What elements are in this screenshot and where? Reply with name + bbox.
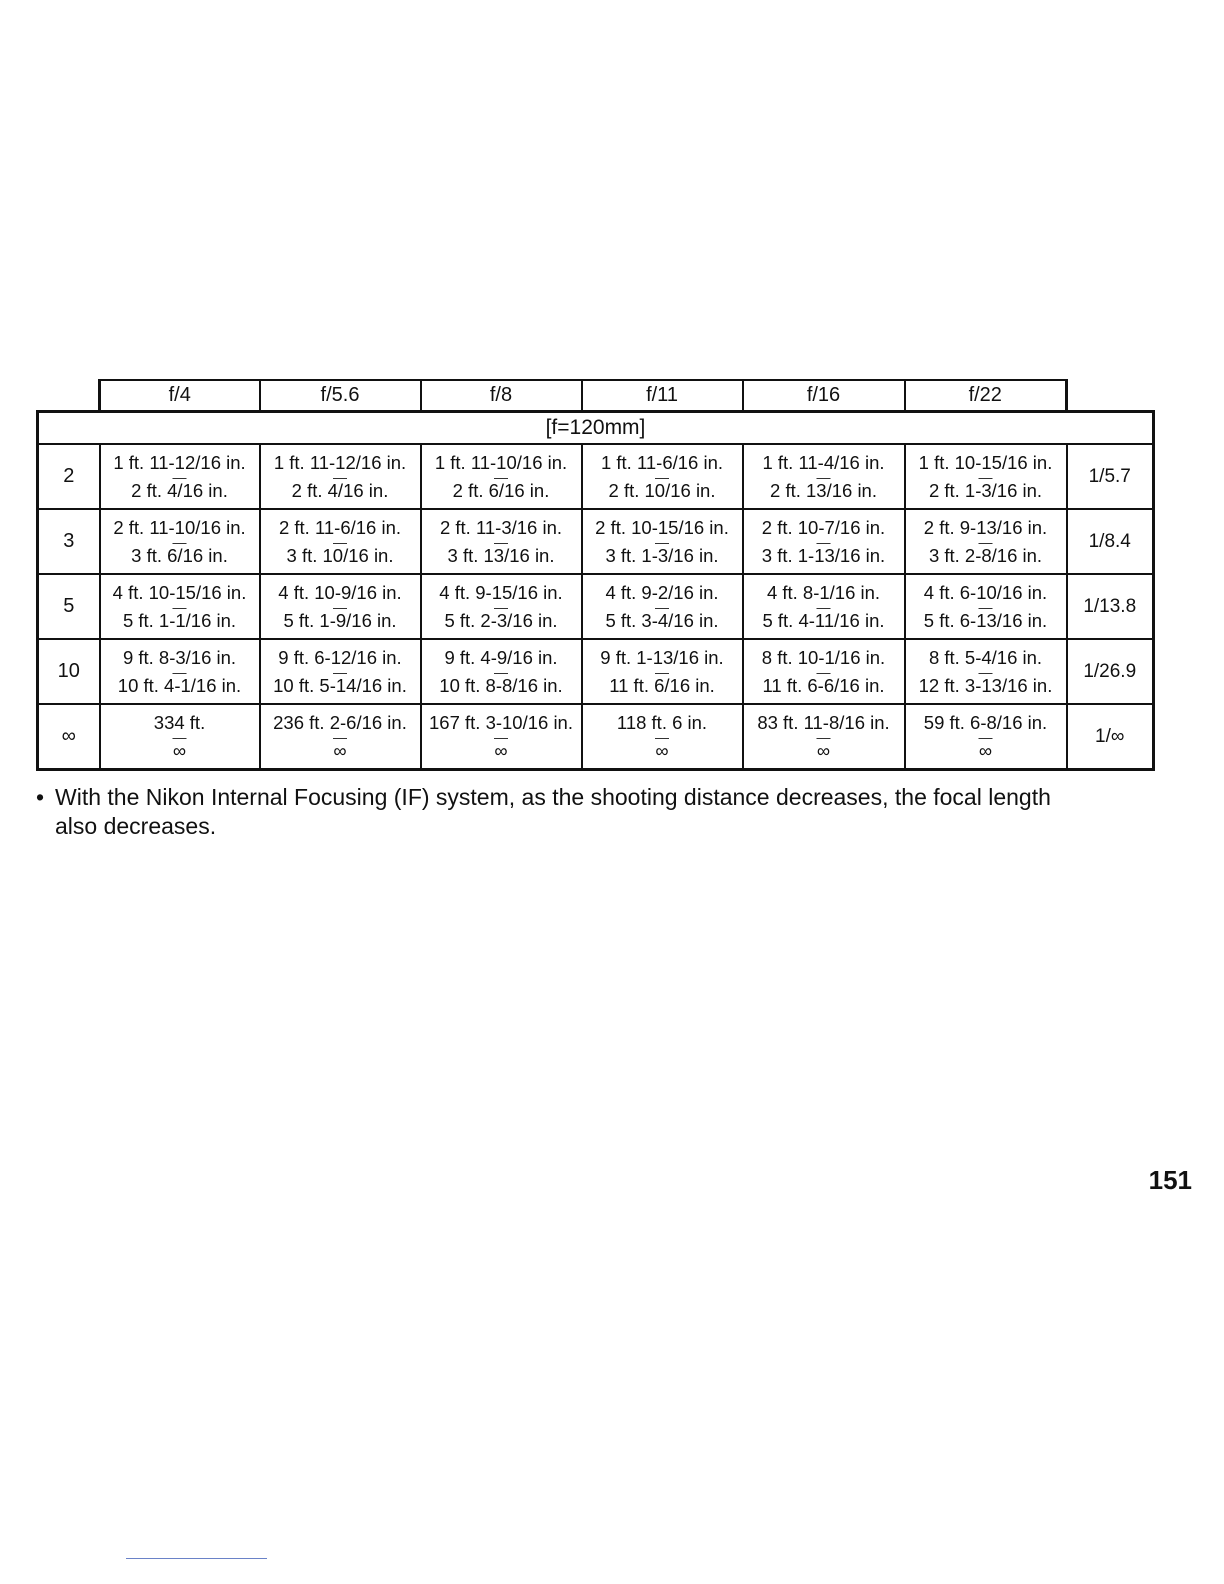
aperture-header: f/22: [905, 380, 1067, 412]
far-limit: 2 ft. 6/16 in.: [452, 479, 550, 501]
far-limit: 2 ft. 4/16 in.: [131, 479, 228, 501]
footnote: [36, 783, 1096, 841]
near-limit: 2 ft. 9-13/16 in.: [923, 516, 1048, 538]
shooting-distance: 3: [38, 509, 100, 574]
near-limit: 4 ft. 8-1/16 in.: [766, 581, 881, 603]
far-limit: 5 ft. 1-9/16 in.: [283, 609, 397, 631]
depth-of-field-range: [421, 444, 582, 509]
far-limit: ∞: [172, 739, 187, 761]
near-limit: 4 ft. 6-10/16 in.: [923, 581, 1048, 603]
far-limit: ∞: [978, 739, 993, 761]
near-limit: 9 ft. 4-9/16 in.: [444, 646, 558, 668]
depth-of-field-range: [421, 704, 582, 770]
far-limit: 3 ft. 13/16 in.: [447, 544, 555, 566]
depth-of-field-range: [582, 509, 743, 574]
near-limit: 4 ft. 10-9/16 in.: [278, 581, 402, 603]
table-row: [38, 444, 1154, 509]
aperture-header: f/4: [100, 380, 260, 412]
far-limit: 3 ft. 1-3/16 in.: [605, 544, 719, 566]
near-limit: 9 ft. 6-12/16 in.: [278, 646, 402, 668]
table-row: [38, 574, 1154, 639]
near-limit: 1 ft. 11-4/16 in.: [762, 451, 885, 473]
depth-of-field-range: [421, 574, 582, 639]
far-limit: 5 ft. 4-11/16 in.: [762, 609, 885, 631]
far-limit: 3 ft. 2-8/16 in.: [928, 544, 1043, 566]
far-limit: 5 ft. 3-4/16 in.: [605, 609, 719, 631]
far-limit: 5 ft. 1-1/16 in.: [122, 609, 237, 631]
depth-of-field-range: [100, 509, 260, 574]
near-limit: 4 ft. 9-2/16 in.: [605, 581, 719, 603]
depth-of-field-range: [100, 704, 260, 770]
near-limit: 9 ft. 1-13/16 in.: [600, 646, 724, 668]
shooting-distance: 10: [38, 639, 100, 704]
depth-of-field-range: [905, 509, 1067, 574]
depth-of-field-range: [743, 444, 905, 509]
far-limit: ∞: [494, 739, 508, 761]
far-limit: 10 ft. 5-14/16 in.: [273, 674, 407, 696]
depth-of-field-range: [582, 704, 743, 770]
shooting-distance: 2: [38, 444, 100, 509]
depth-of-field-range: [260, 444, 421, 509]
near-limit: 118 ft. 6 in.: [616, 711, 708, 733]
depth-of-field-range: [582, 639, 743, 704]
divider: [126, 1558, 267, 1559]
near-limit: 2 ft. 11-6/16 in.: [278, 516, 402, 538]
depth-of-field-range: [100, 639, 260, 704]
table-row: [38, 704, 1154, 770]
far-limit: 11 ft. 6-6/16 in.: [762, 674, 885, 696]
header-corner: [38, 380, 100, 412]
far-limit: ∞: [816, 739, 831, 761]
aperture-header: f/11: [582, 380, 743, 412]
near-limit: 2 ft. 10-15/16 in.: [595, 516, 729, 538]
near-limit: 1 ft. 10-15/16 in.: [918, 451, 1053, 473]
depth-of-field-range: [100, 574, 260, 639]
near-limit: 1 ft. 11-12/16 in.: [273, 451, 407, 473]
depth-of-field-range: [905, 639, 1067, 704]
aperture-header: f/16: [743, 380, 905, 412]
depth-of-field-range: [421, 509, 582, 574]
far-limit: 5 ft. 6-13/16 in.: [923, 609, 1048, 631]
near-limit: 1 ft. 11-10/16 in.: [434, 451, 568, 473]
near-limit: 4 ft. 10-15/16 in.: [112, 581, 247, 603]
aperture-header: f/5.6: [260, 380, 421, 412]
shooting-distance: 5: [38, 574, 100, 639]
depth-of-field-range: [421, 639, 582, 704]
aperture-header: f/8: [421, 380, 582, 412]
near-limit: 83 ft. 11-8/16 in.: [757, 711, 890, 733]
near-limit: 59 ft. 6-8/16 in.: [923, 711, 1048, 733]
near-limit: 334 ft.: [153, 711, 206, 733]
shooting-distance: ∞: [38, 704, 100, 770]
far-limit: 2 ft. 1-3/16 in.: [928, 479, 1043, 501]
near-limit: 1 ft. 11-12/16 in.: [113, 451, 246, 473]
near-limit: 8 ft. 5-4/16 in.: [928, 646, 1043, 668]
depth-of-field-range: [905, 574, 1067, 639]
reproduction-ratio: 1/13.8: [1067, 574, 1154, 639]
focal-length-label: [f=120mm]: [38, 412, 1154, 445]
reproduction-ratio: 1/8.4: [1067, 509, 1154, 574]
depth-of-field-range: [260, 639, 421, 704]
far-limit: 3 ft. 1-13/16 in.: [761, 544, 886, 566]
aperture-header-row: [38, 380, 1154, 412]
far-limit: 12 ft. 3-13/16 in.: [918, 674, 1053, 696]
depth-of-field-range: [743, 704, 905, 770]
reproduction-ratio: 1/5.7: [1067, 444, 1154, 509]
focal-length-row: [38, 412, 1154, 445]
far-limit: 5 ft. 2-3/16 in.: [444, 609, 558, 631]
footnote-text: With the Nikon Internal Focusing (IF) system, as the shooting distance decreases, the focal length also decreases.: [55, 784, 1051, 839]
far-limit: 3 ft. 10/16 in.: [286, 544, 394, 566]
far-limit: 11 ft. 6/16 in.: [609, 674, 715, 696]
far-limit: 2 ft. 4/16 in.: [291, 479, 389, 501]
depth-of-field-range: [905, 704, 1067, 770]
near-limit: 2 ft. 11-10/16 in.: [113, 516, 246, 538]
depth-of-field-range: [260, 574, 421, 639]
near-limit: 2 ft. 11-3/16 in.: [439, 516, 563, 538]
near-limit: 2 ft. 10-7/16 in.: [761, 516, 886, 538]
near-limit: 167 ft. 3-10/16 in.: [429, 711, 573, 733]
near-limit: 9 ft. 8-3/16 in.: [122, 646, 237, 668]
depth-of-field-range: [260, 704, 421, 770]
bullet-icon: •: [36, 784, 45, 810]
near-limit: 4 ft. 9-15/16 in.: [439, 581, 563, 603]
table-row: [38, 509, 1154, 574]
reproduction-ratio: 1/26.9: [1067, 639, 1154, 704]
depth-of-field-range: [100, 444, 260, 509]
far-limit: 2 ft. 13/16 in.: [770, 479, 877, 501]
depth-of-field-range: [743, 574, 905, 639]
near-limit: 1 ft. 11-6/16 in.: [600, 451, 724, 473]
far-limit: 10 ft. 8-8/16 in.: [439, 674, 563, 696]
far-limit: 3 ft. 6/16 in.: [131, 544, 228, 566]
table-row: [38, 639, 1154, 704]
depth-of-field-range: [743, 639, 905, 704]
near-limit: 8 ft. 10-1/16 in.: [761, 646, 886, 668]
depth-of-field-range: [260, 509, 421, 574]
far-limit: 10 ft. 4-1/16 in.: [117, 674, 242, 696]
header-corner: [1067, 380, 1154, 412]
depth-of-field-range: [582, 444, 743, 509]
depth-of-field-range: [582, 574, 743, 639]
reproduction-ratio: 1/∞: [1067, 704, 1154, 770]
depth-of-field-range: [743, 509, 905, 574]
far-limit: ∞: [655, 739, 669, 761]
far-limit: ∞: [333, 739, 347, 761]
far-limit: 2 ft. 10/16 in.: [608, 479, 716, 501]
page-number: 151: [1148, 1165, 1192, 1195]
depth-of-field-range: [905, 444, 1067, 509]
depth-of-field-table: [36, 379, 1155, 771]
near-limit: 236 ft. 2-6/16 in.: [273, 711, 407, 733]
